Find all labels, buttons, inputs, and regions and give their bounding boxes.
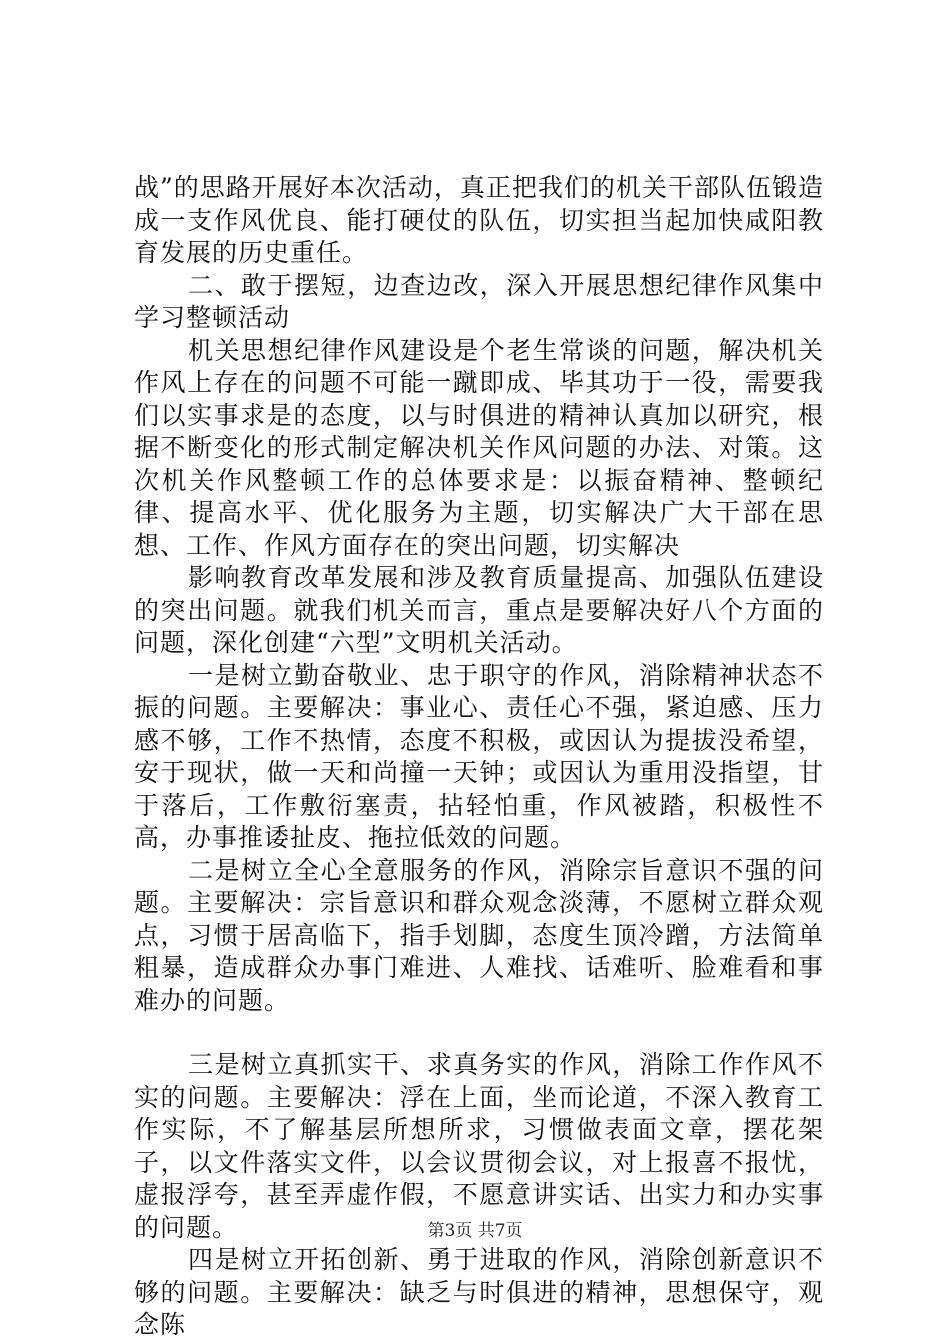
page-number-footer: 第3页 共7页 [427, 1221, 523, 1241]
paragraph: 机关思想纪律作风建设是个老生常谈的问题，解决机关作风上存在的问题不可能一蹴即成、毕其功于一役，需要我们以实事求是的态度，以与时俱进的精神认真加以研究，根据不断变化的形式制定解决机关作风问题的办法、对策。这次机关作风整顿工作的总体要求是：以振奋精神、整顿纪律、提高水平、优化服务为主题，切实解决广大干部在思想、工作、作风方面存在的突出问题，切实解决 [134, 335, 824, 560]
paragraph-continuation: 战”的思路开展好本次活动，真正把我们的机关干部队伍锻造成一支作风优良、能打硬仗的队伍，切实担当起加快咸阳教育发展的历史重任。 [134, 173, 824, 267]
paragraph-item-3: 三是树立真抓实干、求真务实的作风，消除工作作风不实的问题。主要解决：浮在上面，坐而论道，不深入教育工作实际，不了解基层所想所求，习惯做表面文章，摆花架子，以文件落实文件，以会议贯彻会议，对上报喜不报忧，虚报浮夸，甚至弄虚作假，不愿意讲实话、出实力和办实事的问题。 [134, 1050, 824, 1242]
section-heading: 二、敢于摆短，边查边改，深入开展思想纪律作风集中学习整顿活动 [134, 270, 824, 332]
paragraph: 影响教育改革发展和涉及教育质量提高、加强队伍建设的突出问题。就我们机关而言，重点是要解决好八个方面的问题，深化创建“六型”文明机关活动。 [134, 563, 824, 657]
paragraph-item-1: 一是树立勤奋敬业、忠于职守的作风，消除精神状态不振的问题。主要解决：事业心、责任心不强，紧迫感、压力感不够，工作不热情，态度不积极，或因认为提拔没希望，安于现状，做一天和尚撞一天钟；或因认为重用没指望，甘于落后，工作敷衍塞责，拈轻怕重，作风被踏，积极性不高，办事推诿扯皮、拖拉低效的问题。 [134, 660, 824, 852]
document-body [134, 172, 824, 1342]
paragraph-item-2: 二是树立全心全意服务的作风，消除宗旨意识不强的问题。主要解决：宗旨意识和群众观念淡薄，不愿树立群众观点，习惯于居高临下，指手划脚，态度生顶冷蹭，方法简单粗暴，造成群众办事门难进、人难找、话难听、脸难看和事难办的问题。 [134, 855, 824, 1015]
paragraph-item-4: 四是树立开拓创新、勇于进取的作风，消除创新意识不够的问题。主要解决：缺乏与时俱进的精神，思想保守，观念陈 [134, 1245, 824, 1339]
